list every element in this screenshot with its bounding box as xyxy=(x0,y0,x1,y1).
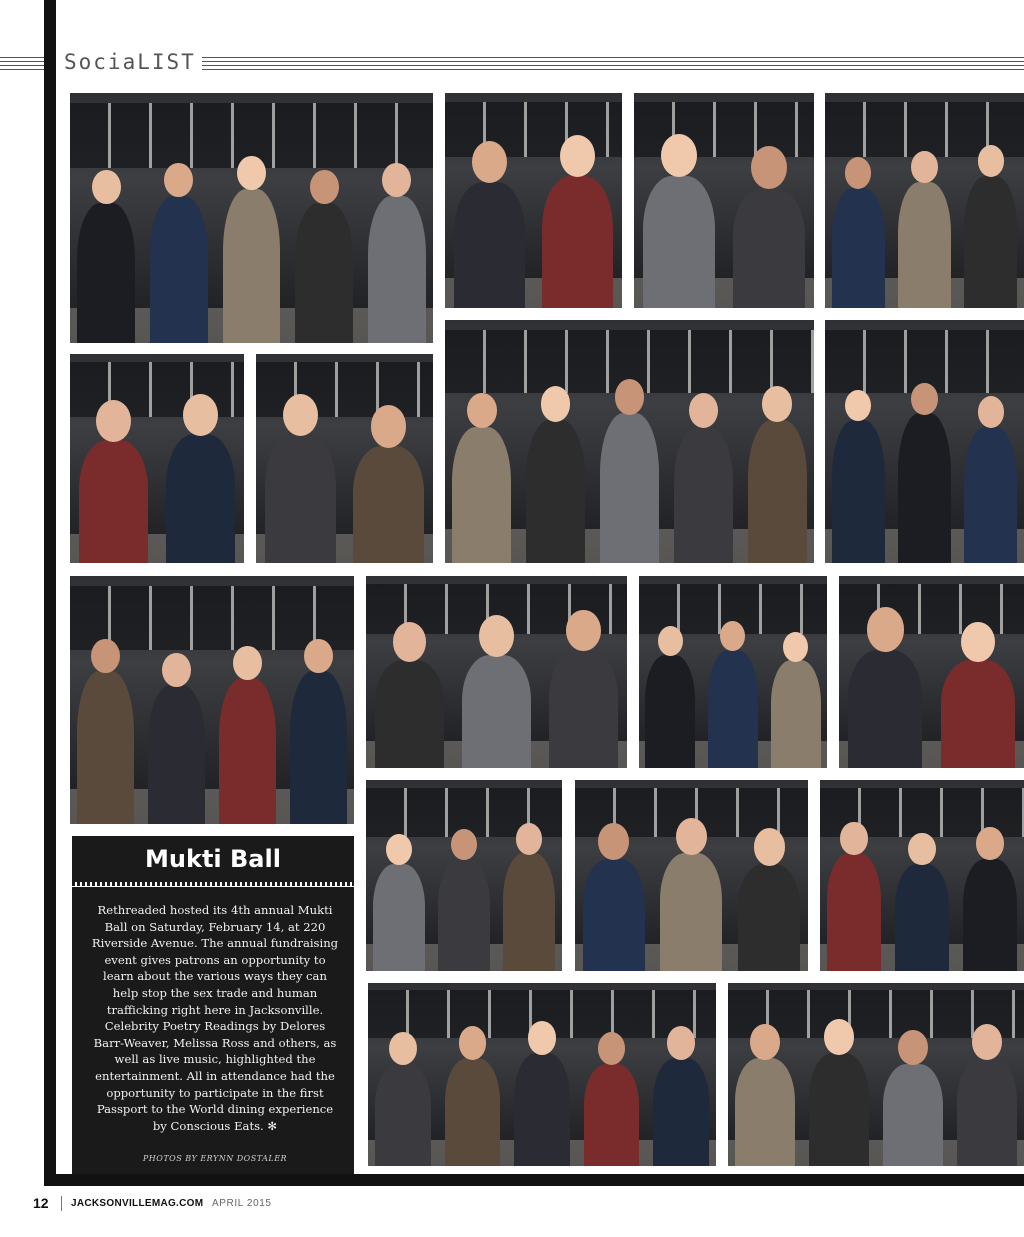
event-photo xyxy=(368,983,716,1166)
event-photo xyxy=(825,93,1024,308)
guest-figure xyxy=(668,369,738,563)
guest-figure xyxy=(934,614,1022,768)
guest-figure xyxy=(648,1012,714,1166)
guest-figure xyxy=(893,127,956,308)
guest-figure xyxy=(498,803,560,971)
event-photo xyxy=(70,354,244,563)
guest-figure xyxy=(959,119,1022,308)
guest-figure xyxy=(370,1020,436,1166)
guest-figure xyxy=(641,607,701,768)
event-photo xyxy=(445,320,814,563)
guest-figure xyxy=(636,119,722,308)
guest-figure xyxy=(732,818,806,971)
event-photo xyxy=(366,780,562,971)
guest-figure xyxy=(347,396,431,563)
event-photo xyxy=(575,780,808,971)
photo-credit: PHOTOS BY ERYNN DOSTALER xyxy=(142,1154,288,1163)
event-photo xyxy=(728,983,1024,1166)
guest-figure xyxy=(958,811,1023,971)
footer-issue-date: APRIL 2015 xyxy=(212,1198,272,1209)
guest-figure xyxy=(439,1012,505,1166)
guest-figure xyxy=(536,119,620,308)
dotted-divider xyxy=(72,882,354,886)
guest-figure xyxy=(455,607,538,768)
guest-figure xyxy=(433,811,495,971)
event-photo xyxy=(639,576,827,768)
guest-figure xyxy=(159,379,242,563)
guest-figure xyxy=(258,379,342,563)
event-photo xyxy=(70,93,433,343)
footer-website: JACKSONVILLEMAG.COM xyxy=(71,1198,204,1209)
page-frame-left xyxy=(44,0,56,1186)
footer-separator xyxy=(61,1196,62,1211)
guest-figure xyxy=(742,359,812,563)
guest-figure xyxy=(890,818,955,971)
event-photo xyxy=(70,576,354,824)
guest-figure xyxy=(959,369,1022,563)
guest-figure xyxy=(703,599,763,768)
guest-figure xyxy=(952,1012,1022,1166)
guest-figure xyxy=(143,626,210,824)
guest-figure xyxy=(594,349,664,563)
guest-figure xyxy=(214,616,281,824)
event-photo xyxy=(445,93,622,308)
guest-figure xyxy=(217,123,286,343)
page-frame-bottom xyxy=(44,1174,1024,1186)
event-photo xyxy=(825,320,1024,563)
guest-figure xyxy=(144,133,213,343)
guest-figure xyxy=(521,359,591,563)
event-title: Mukti Ball xyxy=(145,845,281,873)
event-photo xyxy=(366,576,627,768)
guest-figure xyxy=(542,599,625,768)
guest-figure xyxy=(579,1020,645,1166)
guest-figure xyxy=(766,614,826,768)
guest-figure xyxy=(827,136,890,308)
event-description: Rethreaded hosted its 4th annual Mukti Ball on Saturday, February 14, at 220 Riverside Avenue. The annual fundraising event gives patrons an opportunity to learn about the various ways they can help stop the sex trade and human trafficking right here in Jacksonville. Celebrity Poetry Readings by Delores Barr-Weaver, Melissa Ross and others, as well as live music, highlighted the entertainment. All in attendance had the opportunity to participate in the first Passport to the World dining experience by Conscious Eats. ✻ xyxy=(91,903,339,1133)
guest-figure xyxy=(72,387,155,563)
guest-figure xyxy=(655,803,729,971)
guest-figure xyxy=(285,606,352,824)
guest-figure xyxy=(447,369,517,563)
page-number: 12 xyxy=(33,1195,49,1211)
guest-figure xyxy=(878,1020,948,1166)
guest-figure xyxy=(72,143,141,343)
guest-figure xyxy=(841,599,929,768)
guest-figure xyxy=(577,811,651,971)
event-photo xyxy=(256,354,433,563)
guest-figure xyxy=(827,359,890,563)
guest-figure xyxy=(804,1005,874,1166)
guest-figure xyxy=(368,818,430,971)
guest-figure xyxy=(447,127,531,308)
guest-figure xyxy=(368,614,451,768)
guest-figure xyxy=(726,136,812,308)
guest-figure xyxy=(822,803,887,971)
guest-figure xyxy=(290,143,359,343)
event-photo xyxy=(820,780,1024,971)
event-photo xyxy=(634,93,814,308)
guest-figure xyxy=(730,1012,800,1166)
section-title: SociaLIST xyxy=(64,50,196,74)
guest-figure xyxy=(72,606,139,824)
guest-figure xyxy=(893,349,956,563)
guest-figure xyxy=(509,1005,575,1166)
guest-figure xyxy=(362,133,431,343)
event-photo xyxy=(839,576,1024,768)
